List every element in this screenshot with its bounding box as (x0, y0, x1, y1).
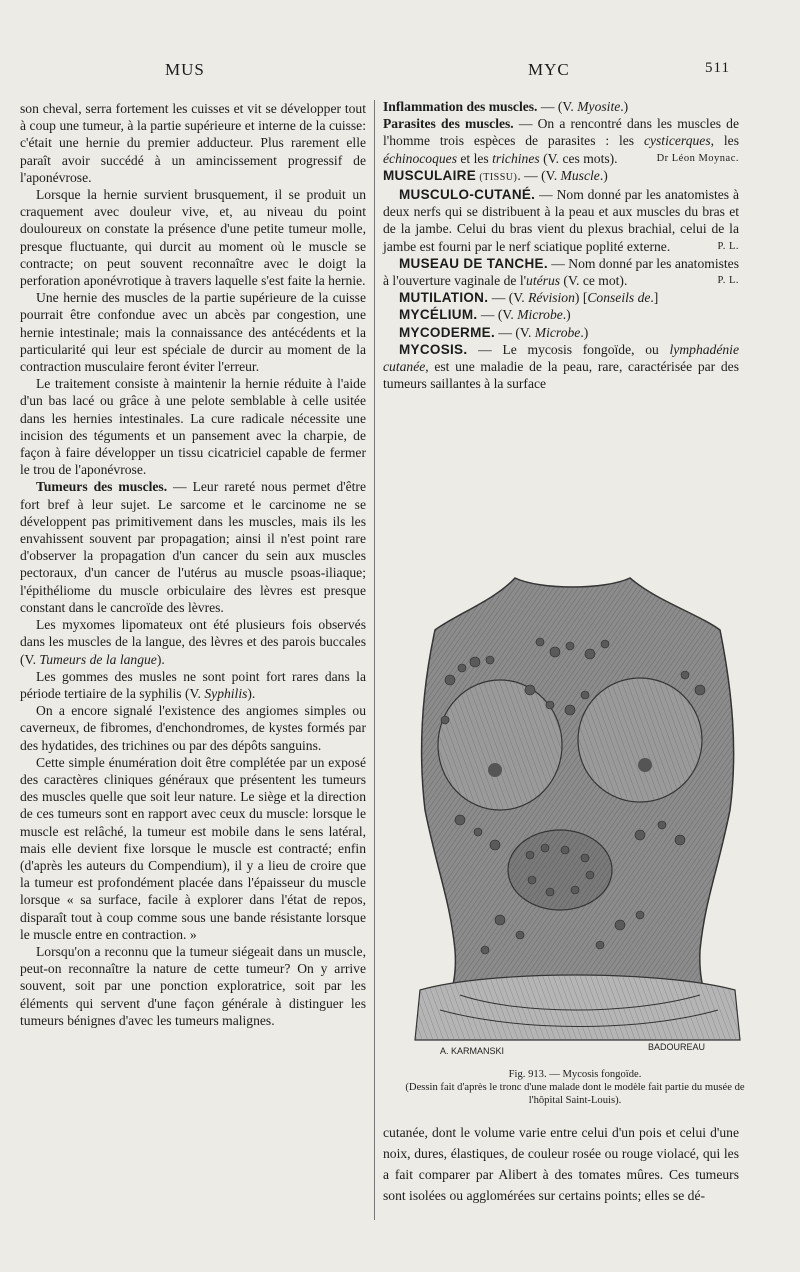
entry-mycelium (383, 306, 739, 323)
paragraph: Lorsqu'on a reconnu que la tumeur siégeait dans un muscle, peut-on reconnaître la nature de cette tumeur? On y arrive souvent, soit par une ponction exploratrice, soit par les éléments qui servent d'une façon générale à distinguer les tumeurs bénignes d'avec les tumeurs malignes. (20, 943, 366, 1028)
cross-reference: Tumeurs de la langue (39, 651, 157, 667)
entry-text: , est une maladie de la peau, rare, caractérisée par des tumeurs saillantes à la surface (383, 359, 739, 392)
paragraph (20, 478, 366, 616)
paragraph-text: ). (247, 685, 256, 701)
cross-reference: Muscle (560, 167, 600, 183)
entry-text: — Nom donné par les anatomistes à l'ouverture vaginale de l' (383, 255, 740, 289)
entry-text: — (V. (537, 99, 578, 114)
author-signature: P. L. (717, 240, 739, 252)
paragraph-text: ). (156, 651, 165, 667)
engraver-signature-left: A. KARMANSKI (440, 1046, 505, 1056)
column-divider (374, 100, 375, 1220)
entry-text: .) (562, 307, 571, 323)
entry-text: (V. ce mot). (560, 273, 628, 289)
entry-musculaire (383, 167, 739, 186)
paragraph (20, 668, 366, 702)
headword: MUSCULO-CUTANÉ. (399, 187, 536, 203)
headword-qualifier: (TISSU) (479, 171, 518, 183)
paragraph: Le traitement consiste à maintenir la hernie réduite à l'aide d'un bas lacé ou grâce à une pelote semblable à celle usitée dans les hernies intestinales. La cure radicale nécessite une incision des téguments et un pansement avec la charpie, de façon à faire développer un tissu cicatriciel capable de fermer le trou de l'aponévrose. (20, 376, 366, 478)
continuation-text (383, 1122, 739, 1206)
entry-museau-de-tanche (383, 255, 739, 289)
headword: MYCODERME. (399, 324, 496, 340)
cross-reference: Microbe (534, 324, 581, 340)
headword: MYCÉLIUM. (399, 307, 478, 323)
entry-text: ) [ (574, 290, 588, 306)
engraving-figure (400, 570, 755, 1060)
entry-text: — On a rencontré dans les muscles de l'homme trois espèces de parasites : les (383, 116, 739, 149)
cross-reference: Microbe (517, 307, 563, 323)
entry-parasites (383, 115, 739, 167)
entry-text: .) (599, 167, 608, 183)
paragraph: son cheval, serra fortement les cuisses et vit se développer tout à coup une tumeur, à la partie supérieure et interne de la cuisse: c'était une hernie du premier adducteur. Plus rarement elle paraît avoir succédé à un amincissement progressif de l'aponévrose. (20, 101, 366, 185)
term: échinocoques (383, 150, 457, 166)
entry-text: et les (456, 150, 493, 166)
term: cysticerques (643, 133, 711, 149)
paragraph: cutanée, dont le volume varie entre celui d'un pois et celui d'une noix, dures, élastiques, de couleur rosée ou rouge violacé, qui les a fait comparer par Alibert à des tomates mûres. Ces tumeurs sont isolées ou agglomérées sur certains points; elles se dé- (383, 1125, 739, 1203)
page-number: 511 (705, 60, 730, 76)
entry-text: — (V. (495, 324, 535, 340)
torso-engraving (400, 570, 755, 1060)
subheading: Tumeurs des muscles. (36, 479, 168, 495)
entry-text: — Le mycosis fongoïde, ou (467, 341, 670, 357)
caption-text: (Dessin fait d'après le tronc d'une malade dont le modèle fait partie du musée de l'hôpital Saint-Louis). (405, 1082, 745, 1106)
right-column (383, 98, 739, 392)
cross-reference: Conseils de (587, 290, 651, 306)
subheading: Parasites des muscles. (383, 116, 514, 132)
engraver-signature-right: BADOUREAU (648, 1042, 706, 1052)
cross-reference: utérus (526, 273, 561, 289)
entry-mycosis (383, 341, 739, 393)
subheading: Inflammation des muscles. (383, 99, 538, 114)
paragraph-text: Les gommes des musles ne sont point fort rares dans la période tertiaire de la syphilis (V. (20, 668, 366, 701)
header-center-guide-word: MYC (528, 60, 570, 79)
entry-text: .) (620, 99, 629, 114)
entry-text: .) (580, 324, 589, 340)
entry-text: . — (V. (517, 167, 561, 183)
term: trichines (492, 150, 540, 166)
term: lymphadénie cutanée (383, 341, 739, 375)
left-column (20, 100, 366, 1029)
entry-text: (V. ces mots). (539, 150, 618, 166)
paragraph: Cette simple énumération doit être complétée par un exposé des caractères cliniques généraux que présentent les tumeurs des muscles quelle que soit leur nature. Le siège et la direction de ces tumeurs sont en rapport avec ceux du muscle: lorsque le muscle est relâché, la tumeur est mobile dans le sens latéral, mais elle devient fixe lorsque le muscle est contracté; enfin (d'après les auteurs du Compendium), il y a lieu de croire que la tumeur est profondément placée dans l'épaisseur du muscle lorsque « sa surface, facile à explorer dans l'état de repos, disparaît tout à coup comme sous une bande résistante lorsque le muscle entre en contraction. » (20, 754, 366, 942)
cross-reference: Révision (528, 290, 575, 306)
entry-mycoderme (383, 324, 739, 341)
entry-text: — (V. (488, 290, 529, 306)
author-signature: Dr Léon Moynac. (656, 152, 739, 164)
entry-text: , les (710, 133, 739, 149)
entry-mutilation (383, 289, 739, 306)
figure-caption (392, 1068, 758, 1107)
headword: MUSCULAIRE (383, 167, 476, 183)
running-header (0, 60, 800, 84)
headword: MUSEAU DE TANCHE. (399, 255, 548, 271)
paragraph: Une hernie des muscles de la partie supérieure de la cuisse pourrait être confondue avec un abcès par congestion, une hernie intestinale; mais la connaissance des antécédents et la particularité qui leur est spéciale de durcir au moment de la contraction musculaire feront éviter l'erreur. (20, 290, 366, 375)
author-signature: P. L. (717, 275, 739, 287)
entry-inflammation (383, 98, 739, 115)
headword: MYCOSIS. (399, 341, 468, 357)
caption-title: Fig. 913. — Mycosis fongoïde. (508, 1069, 642, 1080)
paragraph: On a encore signalé l'existence des angiomes simples ou caverneux, de fibromes, d'enchondromes, de kystes formés par des hydatides, des trichines ou par des dépôts sanguins. (20, 703, 366, 753)
entry-text: — (V. (477, 307, 518, 323)
paragraph (20, 616, 366, 668)
paragraph-text: Les myxomes lipomateux ont été plusieurs fois observés dans les muscles de la langue, des lèvres et des parois buccales (V. (20, 617, 366, 667)
entry-text: .] (650, 290, 659, 306)
cross-reference: Syphilis (204, 685, 248, 701)
entry-musculo-cutane (383, 186, 739, 255)
cross-reference: Myosite (577, 99, 621, 114)
headword: MUTILATION. (399, 290, 489, 306)
paragraph-text: — Leur rareté nous permet d'être fort bref à leur sujet. Le sarcome et le carcinome ne se développent pas primitivement dans les muscles, mais ils les envahissent souvent par propagation; ainsi il n'est point rare d'observer la propagation d'un cancer du sein aux muscles pectoraux, d'un cancer de l'utérus au muscle psoas-iliaque; l'épithéliome du muscle orbiculaire des lèvres est presque constant dans le cancroïde des lèvres. (20, 479, 366, 615)
paragraph: Lorsque la hernie survient brusquement, il se produit un craquement avec douleur vive, et, au niveau du point douloureux on constate la présence d'une petite tumeur molle, presque fluctuante, qui durcit au moment où le muscle se contracte; on peut souvent reconnaître avec le doigt la perforation aponévrotique à travers laquelle s'est faite la hernie. (20, 187, 366, 289)
entry-text: — Nom donné par les anatomistes à deux nerfs qui se distribuent à la peau et aux muscles du bras et de la jambe. Celui du bras vient du plexus brachial, celui de la jambe est fourni par le nerf sciatique poplité externe. (383, 187, 739, 254)
header-left-guide-word: MUS (165, 60, 205, 79)
